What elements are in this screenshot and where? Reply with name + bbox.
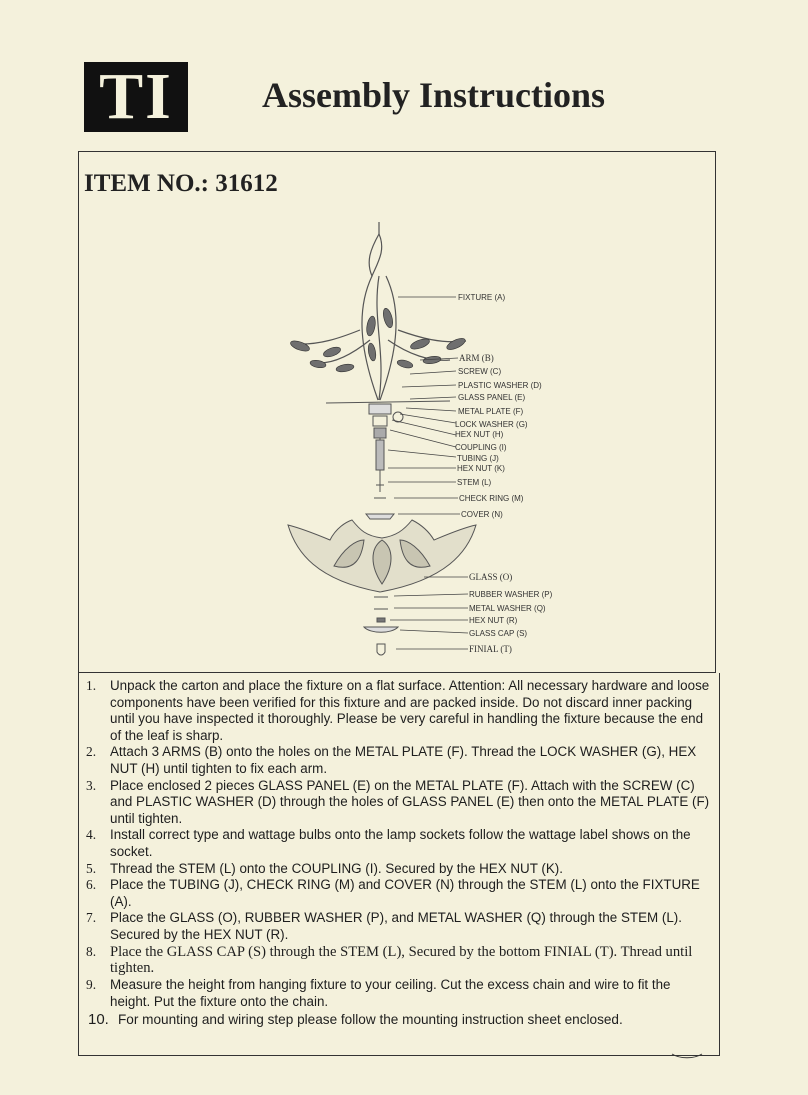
step-item: 4. Install correct type and wattage bulbs onto the lamp sockets follow the wattage label shows on the socket. — [86, 827, 691, 859]
label-finial: FINIAL (T) — [469, 644, 512, 654]
step-item: 10. For mounting and wiring step please follow the mounting instruction sheet enclosed. — [88, 1011, 623, 1029]
label-glass: GLASS (O) — [469, 572, 513, 582]
label-check-ring: CHECK RING (M) — [459, 494, 524, 503]
step-item: 1. Unpack the carton and place the fixture on a flat surface. Attention: All necessary hardware and loose components have been verified for this fixture and are packed inside. Do not discard inner packing until you have inspected it thoroughly. Please be very careful in handling the fixture because the end of the leaf is sharp. — [86, 678, 710, 743]
step-item: 7. Place the GLASS (O), RUBBER WASHER (P), and METAL WASHER (Q) through the STEM (L). Secured by the HEX NUT (R). — [86, 910, 682, 942]
glass-bowl-drawing — [288, 520, 476, 592]
label-glass-cap: GLASS CAP (S) — [469, 629, 528, 638]
label-hex-nut-r: HEX NUT (R) — [469, 616, 518, 625]
lower-hardware-drawing — [364, 597, 398, 655]
label-tubing: TUBING (J) — [457, 454, 499, 463]
corner-mark-drawing — [670, 1052, 704, 1060]
label-screw: SCREW (C) — [458, 367, 502, 376]
label-coupling: COUPLING (I) — [455, 443, 507, 452]
instruction-steps — [0, 678, 720, 1029]
label-metal-plate: METAL PLATE (F) — [458, 407, 524, 416]
label-plastic-washer: PLASTIC WASHER (D) — [458, 381, 542, 390]
label-fixture: FIXTURE (A) — [458, 293, 506, 302]
label-hex-nut-h: HEX NUT (H) — [455, 430, 504, 439]
step-item: 9. Measure the height from hanging fixture to your ceiling. Cut the excess chain and wire to fit the height. Put the fixture onto the chain. — [86, 977, 671, 1009]
item-number: ITEM NO.: 31612 — [84, 170, 278, 197]
step-item: 3. Place enclosed 2 pieces GLASS PANEL (E) on the METAL PLATE (F). Attach with the SCREW (C) and PLASTIC WASHER (D) through the holes of GLASS PANEL (E) then onto the METAL PLATE (F) until tighten. — [86, 777, 710, 826]
document-title: Assembly Instructions — [262, 75, 606, 115]
label-glass-panel: GLASS PANEL (E) — [458, 393, 526, 402]
label-rubber-washer: RUBBER WASHER (P) — [469, 590, 553, 599]
label-cover: COVER (N) — [461, 510, 503, 519]
brand-logo: TI — [84, 62, 188, 132]
step-item: 8. Place the GLASS CAP (S) through the STEM (L), Secured by the bottom FINIAL (T). Thread until tighten. — [86, 943, 693, 977]
step-item: 5. Thread the STEM (L) onto the COUPLING (I). Secured by the HEX NUT (K). — [86, 860, 563, 876]
label-lock-washer: LOCK WASHER (G) — [455, 420, 528, 429]
label-hex-nut-k: HEX NUT (K) — [457, 464, 505, 473]
step-item: 6. Place the TUBING (J), CHECK RING (M) and COVER (N) through the STEM (L) onto the FIXTURE (A). — [86, 877, 700, 909]
label-metal-washer: METAL WASHER (Q) — [469, 604, 546, 613]
label-arm: ARM (B) — [459, 353, 494, 363]
part-labels — [455, 293, 553, 654]
step-item: 2. Attach 3 ARMS (B) onto the holes on the METAL PLATE (F). Thread the LOCK WASHER (G), HEX NUT (H) until tighten to fix each arm. — [86, 744, 697, 776]
label-stem: STEM (L) — [457, 478, 492, 487]
fixture-frame-drawing — [296, 222, 466, 400]
label-leader-lines — [388, 297, 468, 649]
